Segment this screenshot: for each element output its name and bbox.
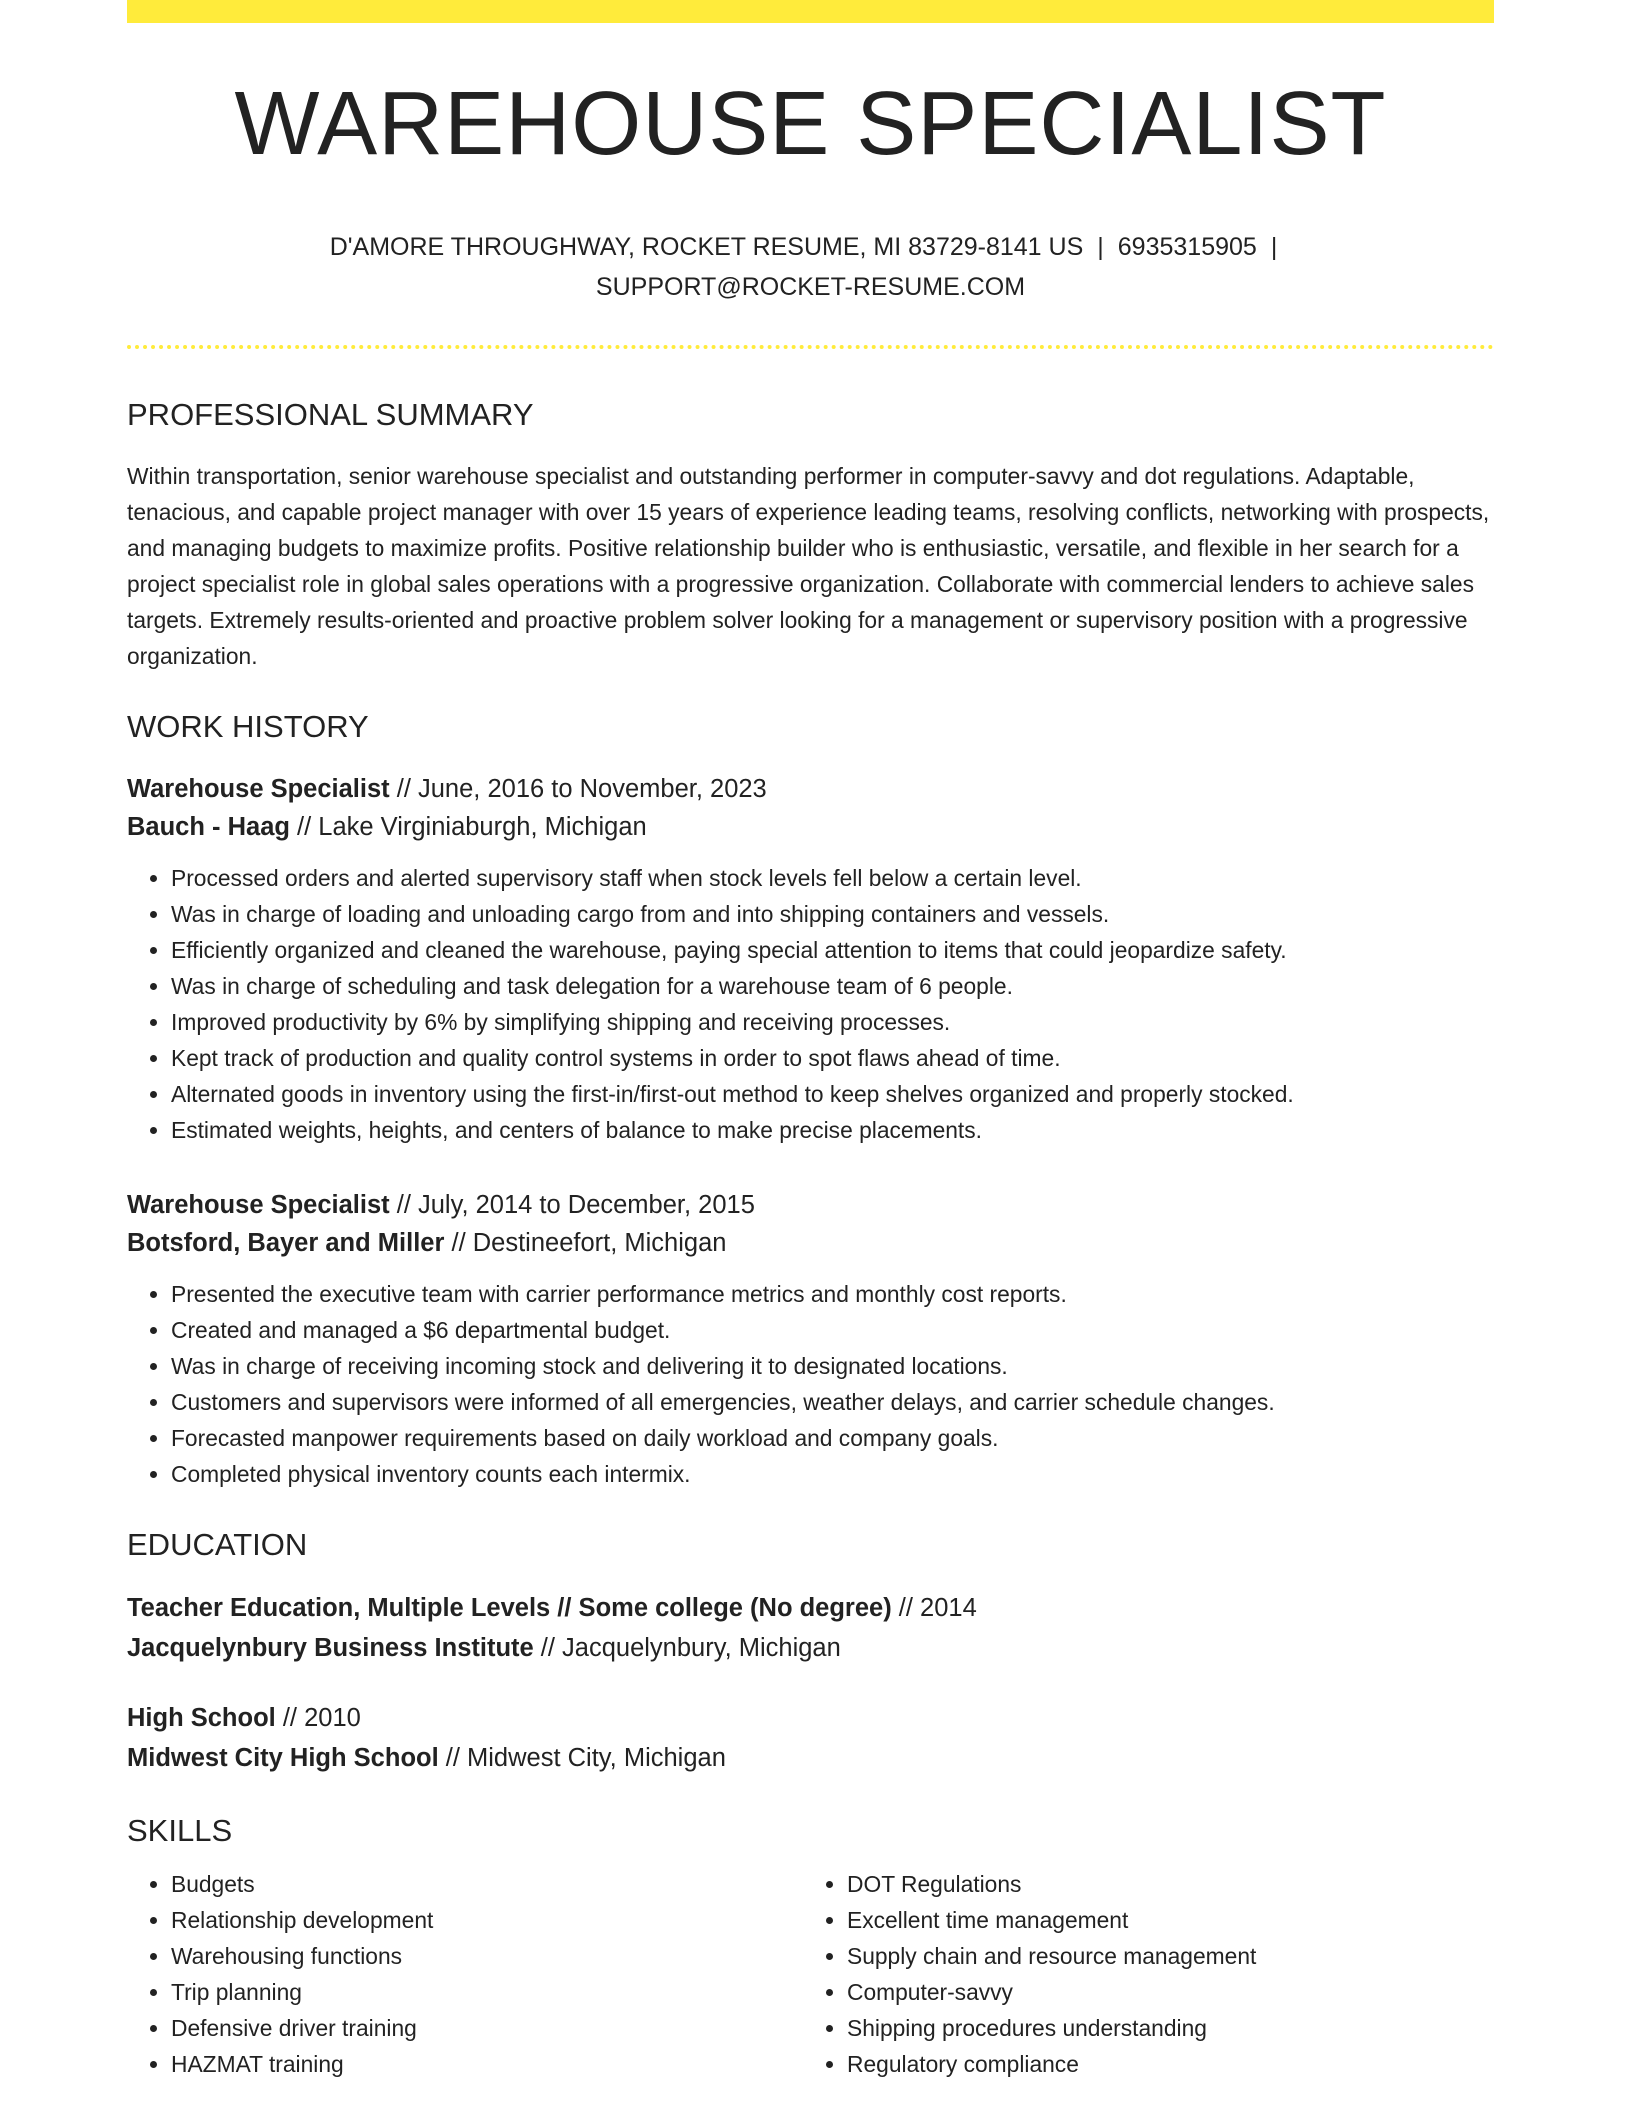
job-company-line [127,808,1494,846]
skill-item: • Shipping procedures understanding [847,2010,1487,2046]
skills-heading: SKILLS [127,1813,233,1848]
list-item: • Was in charge of receiving incoming stock and delivering it to designated locations. [171,1348,1494,1384]
education-degree-line [127,1588,1494,1628]
job-bullets [127,1276,1494,1492]
education-degree-line [127,1698,1494,1738]
skill-item: • DOT Regulations [847,1866,1487,1902]
list-item: • Improved productivity by 6% by simplifying shipping and receiving processes. [171,1004,1494,1040]
resume-page [127,0,1494,2082]
education-location: // Midwest City, Michigan [438,1744,726,1772]
job-company: Bauch - Haag [127,813,290,841]
education-entry [127,1588,1494,1668]
contact-phone: 6935315905 [1117,233,1257,261]
list-item: • Was in charge of scheduling and task delegation for a warehouse team of 6 people. [171,968,1494,1004]
education-year: // 2010 [275,1704,361,1732]
education-year: // 2014 [891,1594,977,1622]
resume-name: WAREHOUSE SPECIALIST [234,74,1387,174]
list-item: • Estimated weights, heights, and centers of balance to make precise placements. [171,1112,1494,1148]
job-entry [127,1186,1494,1492]
education-location: // Jacquelynbury, Michigan [533,1634,841,1662]
list-item: • Alternated goods in inventory using the first-in/first-out method to keep shelves organized and properly stocked. [171,1076,1494,1112]
list-item: • Forecasted manpower requirements based on daily workload and company goals. [171,1420,1494,1456]
summary-text: Within transportation, senior warehouse specialist and outstanding performer in computer-savvy and dot regulations. Adaptable, tenacious, and capable project manager with over 15 years of experience leading teams, resolving conflicts, networking with prospects, and managing budgets to maximize profits. Positive relationship builder who is enthusiastic, versatile, and flexible in her search for a project specialist role in global sales operations with a progressive organization. Collaborate with commercial lenders to achieve sales targets. Extremely results-oriented and proactive problem solver looking for a management or supervisory position with a progressive organization. [127,463,1490,669]
contact-separator: | [1097,233,1104,261]
job-role-line [127,770,1494,808]
job-entry [127,770,1494,1148]
skill-item: • Excellent time management [847,1902,1487,1938]
job-dates: // July, 2014 to December, 2015 [389,1191,755,1219]
job-location: // Lake Virginiaburgh, Michigan [289,813,647,841]
contact-separator: | [1270,233,1278,261]
list-item: • Efficiently organized and cleaned the warehouse, paying special attention to items that could jeopardize safety. [171,932,1494,968]
job-company-line [127,1224,1494,1262]
work-history-heading: WORK HISTORY [127,709,369,744]
summary-heading: PROFESSIONAL SUMMARY [127,397,534,432]
education-school: Jacquelynbury Business Institute [127,1634,534,1662]
job-role: Warehouse Specialist [127,1191,390,1219]
skill-item: • Budgets [171,1866,803,1902]
education-school-line [127,1628,1494,1668]
list-item: • Kept track of production and quality control systems in order to spot flaws ahead of time. [171,1040,1494,1076]
accent-top-bar [127,0,1494,23]
education-heading: EDUCATION [127,1527,308,1562]
education-school: Midwest City High School [127,1744,439,1772]
education-school-line [127,1738,1494,1778]
job-location: // Destineefort, Michigan [444,1229,727,1257]
contact-info [127,227,1494,307]
education-entry [127,1698,1494,1778]
dotted-divider [127,345,1494,349]
job-bullets [127,860,1494,1148]
job-role-line [127,1186,1494,1224]
skill-item: • Computer-savvy [847,1974,1487,2010]
skills-grid [127,1866,1494,2082]
skill-item: • Regulatory compliance [847,2046,1487,2082]
job-company: Botsford, Bayer and Miller [127,1229,445,1257]
list-item: • Presented the executive team with carrier performance metrics and monthly cost reports. [171,1276,1494,1312]
list-item: • Completed physical inventory counts each intermix. [171,1456,1494,1492]
skill-item: • HAZMAT training [171,2046,803,2082]
contact-email: SUPPORT@ROCKET-RESUME.COM [595,273,1026,301]
skill-item: • Warehousing functions [171,1938,803,1974]
list-item: • Customers and supervisors were informed of all emergencies, weather delays, and carrier schedule changes. [171,1384,1494,1420]
skill-item: • Relationship development [171,1902,803,1938]
list-item: • Created and managed a $6 departmental budget. [171,1312,1494,1348]
education-degree: Teacher Education, Multiple Levels // Some college (No degree) [127,1594,892,1622]
job-role: Warehouse Specialist [127,775,390,803]
skill-item: • Defensive driver training [171,2010,803,2046]
skills-column-right [803,1866,1487,2082]
contact-address: D'AMORE THROUGHWAY, ROCKET RESUME, MI 83729-8141 US [329,233,1084,261]
skill-item: • Supply chain and resource management [847,1938,1487,1974]
list-item: • Processed orders and alerted supervisory staff when stock levels fell below a certain level. [171,860,1494,896]
education-degree: High School [127,1704,276,1732]
skills-column-left [127,1866,803,2082]
skill-item: • Trip planning [171,1974,803,2010]
job-dates: // June, 2016 to November, 2023 [389,775,767,803]
list-item: • Was in charge of loading and unloading cargo from and into shipping containers and vessels. [171,896,1494,932]
